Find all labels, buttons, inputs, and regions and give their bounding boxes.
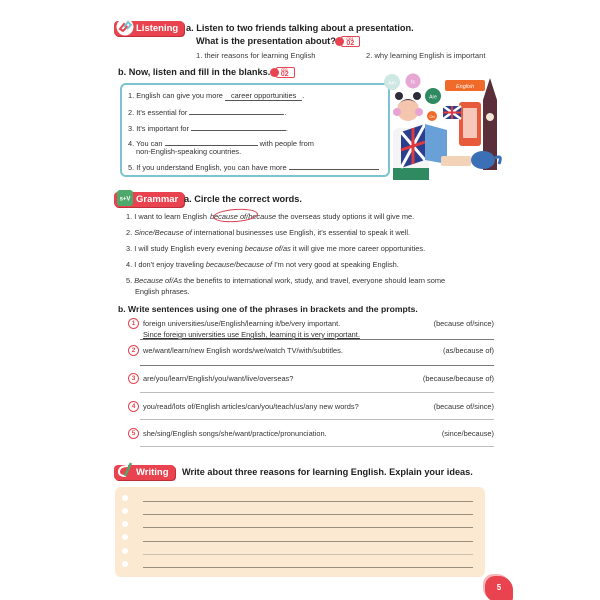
- answer-line-1[interactable]: [140, 339, 494, 340]
- writing-prompt: Write about three reasons for learning English. Explain your ideas.: [182, 467, 473, 477]
- grammar-sv-icon: [116, 189, 134, 207]
- pencil-icon: [116, 462, 134, 480]
- option-because-of[interactable]: because of: [235, 260, 273, 269]
- writing-line-3[interactable]: [143, 527, 473, 528]
- svg-text:On: On: [429, 114, 435, 119]
- item-text-post: international businesses use English, it's essential to speak it well.: [193, 228, 411, 237]
- answer-line-4[interactable]: [140, 419, 494, 420]
- option-because-of[interactable]: Because of: [134, 276, 172, 285]
- writing-notepad[interactable]: [115, 487, 485, 577]
- fill-item-1-suffix: .: [302, 91, 305, 100]
- notebook-hole: [122, 521, 128, 527]
- writing-line-2[interactable]: [143, 514, 473, 515]
- grammar-item-3: [126, 244, 425, 253]
- notebook-hole: [122, 561, 128, 567]
- option-separator: /: [246, 212, 249, 221]
- item-number: 4.: [126, 260, 133, 269]
- sentence-number-3: 3: [128, 373, 139, 384]
- sentence-4-prompt: you/read/lots of/English articles/can/you/teach/us/any new words?: [143, 402, 359, 411]
- fill-item-3: [128, 123, 288, 133]
- notebook-hole: [122, 534, 128, 540]
- option-because-of[interactable]: Because of: [154, 228, 192, 237]
- svg-text:s+V: s+V: [119, 196, 131, 203]
- student-london-illustration: [375, 72, 505, 184]
- option-separator: /: [233, 260, 236, 269]
- option-separator: /: [280, 244, 283, 253]
- option-because-of[interactable]: because of: [244, 244, 281, 253]
- fill-item-5: [128, 162, 379, 172]
- sentence-2-choice: (as/because of): [443, 346, 494, 355]
- sentence-1-prompt: foreign universities/use/English/learning it/be/very important.: [143, 319, 341, 328]
- audio-track-badge-a[interactable]: [341, 36, 360, 47]
- notebook-hole: [122, 495, 128, 501]
- headphones-link-icon: [116, 18, 134, 36]
- fill-item-2-blank[interactable]: [189, 107, 287, 117]
- listening-option-1: 1. their reasons for learning English: [196, 51, 316, 60]
- option-because[interactable]: because: [248, 212, 277, 221]
- track-number: 02: [280, 71, 289, 79]
- sentence-1-choice: (because of/since): [433, 319, 494, 328]
- item-text-pre: I don't enjoy traveling: [134, 260, 204, 269]
- option-separator: /: [152, 228, 155, 237]
- writing-line-6[interactable]: [143, 567, 473, 568]
- fill-item-1-prefix: 1. English can give you more: [128, 91, 223, 100]
- fill-item-1: [128, 91, 304, 101]
- fill-item-3-suffix: .: [286, 124, 289, 133]
- fill-item-5-blank[interactable]: [289, 162, 379, 170]
- svg-text:Am: Am: [388, 80, 396, 87]
- option-because-of-circled[interactable]: because of: [209, 212, 247, 221]
- fill-item-2: [128, 107, 286, 117]
- writing-line-4[interactable]: [143, 541, 473, 542]
- fill-item-5-prefix: 5. If you understand English, you can have more: [128, 163, 287, 172]
- item-number: 1.: [126, 212, 133, 221]
- item-number: 3.: [126, 244, 133, 253]
- option-separator: /: [171, 276, 174, 285]
- track-number: 02: [346, 40, 355, 48]
- item-text-pre: I want to learn English: [134, 212, 207, 221]
- sentence-number-4: 4: [128, 401, 139, 412]
- fill-item-4-line2: non-English-speaking countries.: [136, 147, 242, 156]
- svg-text:Is: Is: [411, 79, 415, 86]
- sentence-4-choice: (because of/since): [433, 402, 494, 411]
- item-number: 2.: [126, 228, 133, 237]
- option-as[interactable]: As: [173, 276, 182, 285]
- listening-part-a-question: What is the presentation about?: [196, 36, 336, 46]
- answer-line-3[interactable]: [140, 392, 494, 393]
- item-text-post: it will give me more career opportunities.: [292, 244, 426, 253]
- fill-item-2-prefix: 2. It's essential for: [128, 108, 188, 117]
- fill-item-4-blank[interactable]: [165, 138, 258, 146]
- grammar-part-b: b. Write sentences using one of the phrases in brackets and the prompts.: [118, 304, 418, 314]
- sentence-3-prompt: are/you/learn/English/you/want/live/overseas?: [143, 374, 294, 383]
- writing-badge-label: Writing: [136, 467, 169, 478]
- grammar-badge-label: Grammar: [136, 194, 179, 205]
- sentence-3-choice: (because/because of): [422, 374, 494, 383]
- item-text-post: the overseas study options it will give me.: [278, 212, 415, 221]
- listening-part-b-label: b. Now, listen and fill in the blanks.: [118, 67, 271, 77]
- writing-line-1[interactable]: [143, 501, 473, 502]
- sentence-2-prompt: we/want/learn/new English words/we/watch TV/with/subtitles.: [143, 346, 343, 355]
- notebook-hole: [122, 508, 128, 514]
- answer-line-5[interactable]: [140, 446, 494, 447]
- item-text-post: I'm not very good at speaking English.: [274, 260, 399, 269]
- answer-circle-mark: [213, 207, 259, 223]
- fill-item-2-suffix: .: [284, 108, 287, 117]
- option-since[interactable]: Since: [134, 228, 153, 237]
- fill-item-3-prefix: 3. It's important for: [128, 124, 189, 133]
- listening-part-a-line1: a. Listen to two friends talking about a presentation.: [186, 23, 414, 33]
- notebook-hole: [122, 548, 128, 554]
- svg-text:Are: Are: [429, 94, 437, 101]
- track-label: CD1: [346, 37, 354, 42]
- writing-badge: [114, 465, 175, 480]
- sentence-number-2: 2: [128, 345, 139, 356]
- track-label: CD1: [280, 68, 288, 73]
- item-number: 5.: [126, 276, 133, 285]
- grammar-item-5: [126, 276, 445, 285]
- option-as[interactable]: as: [282, 244, 291, 253]
- page-number: 5: [485, 576, 513, 600]
- listening-part-a-line2: [196, 36, 360, 47]
- sentence-5-choice: (since/because): [441, 429, 494, 438]
- answer-line-2[interactable]: [140, 365, 494, 366]
- grammar-part-a: a. Circle the correct words.: [184, 194, 302, 204]
- writing-line-5[interactable]: [143, 554, 473, 555]
- grammar-item-5-line2: English phrases.: [135, 287, 190, 296]
- fill-item-1-answer[interactable]: career opportunities: [225, 91, 302, 101]
- grammar-item-2: [126, 228, 410, 237]
- option-because[interactable]: because: [205, 260, 234, 269]
- audio-track-badge-b[interactable]: [276, 67, 295, 78]
- listening-part-b: [118, 67, 295, 78]
- fill-item-4-suffix: with people from: [259, 139, 314, 148]
- sentence-5-prompt: she/sing/English songs/she/want/practice/pronunciation.: [143, 429, 327, 438]
- grammar-badge: [114, 192, 184, 207]
- sentence-1-answer[interactable]: Since foreign universities use English, learning it is very important.: [143, 330, 360, 339]
- grammar-item-1: [126, 212, 414, 221]
- listening-badge-label: Listening: [136, 23, 179, 34]
- item-text-post: the benefits to international work, study, and travel, everyone should learn some: [183, 276, 446, 285]
- grammar-item-4: [126, 260, 399, 269]
- fill-item-3-blank[interactable]: [191, 123, 289, 133]
- sentence-number-1: 1: [128, 318, 139, 329]
- svg-text:English: English: [455, 84, 475, 90]
- item-text-pre: I will study English every evening: [134, 244, 243, 253]
- listening-option-2: 2. why learning English is important: [366, 51, 486, 60]
- sentence-number-5: 5: [128, 428, 139, 439]
- fill-item-4-prefix: 4. You can: [128, 139, 163, 148]
- listening-badge: [114, 21, 184, 36]
